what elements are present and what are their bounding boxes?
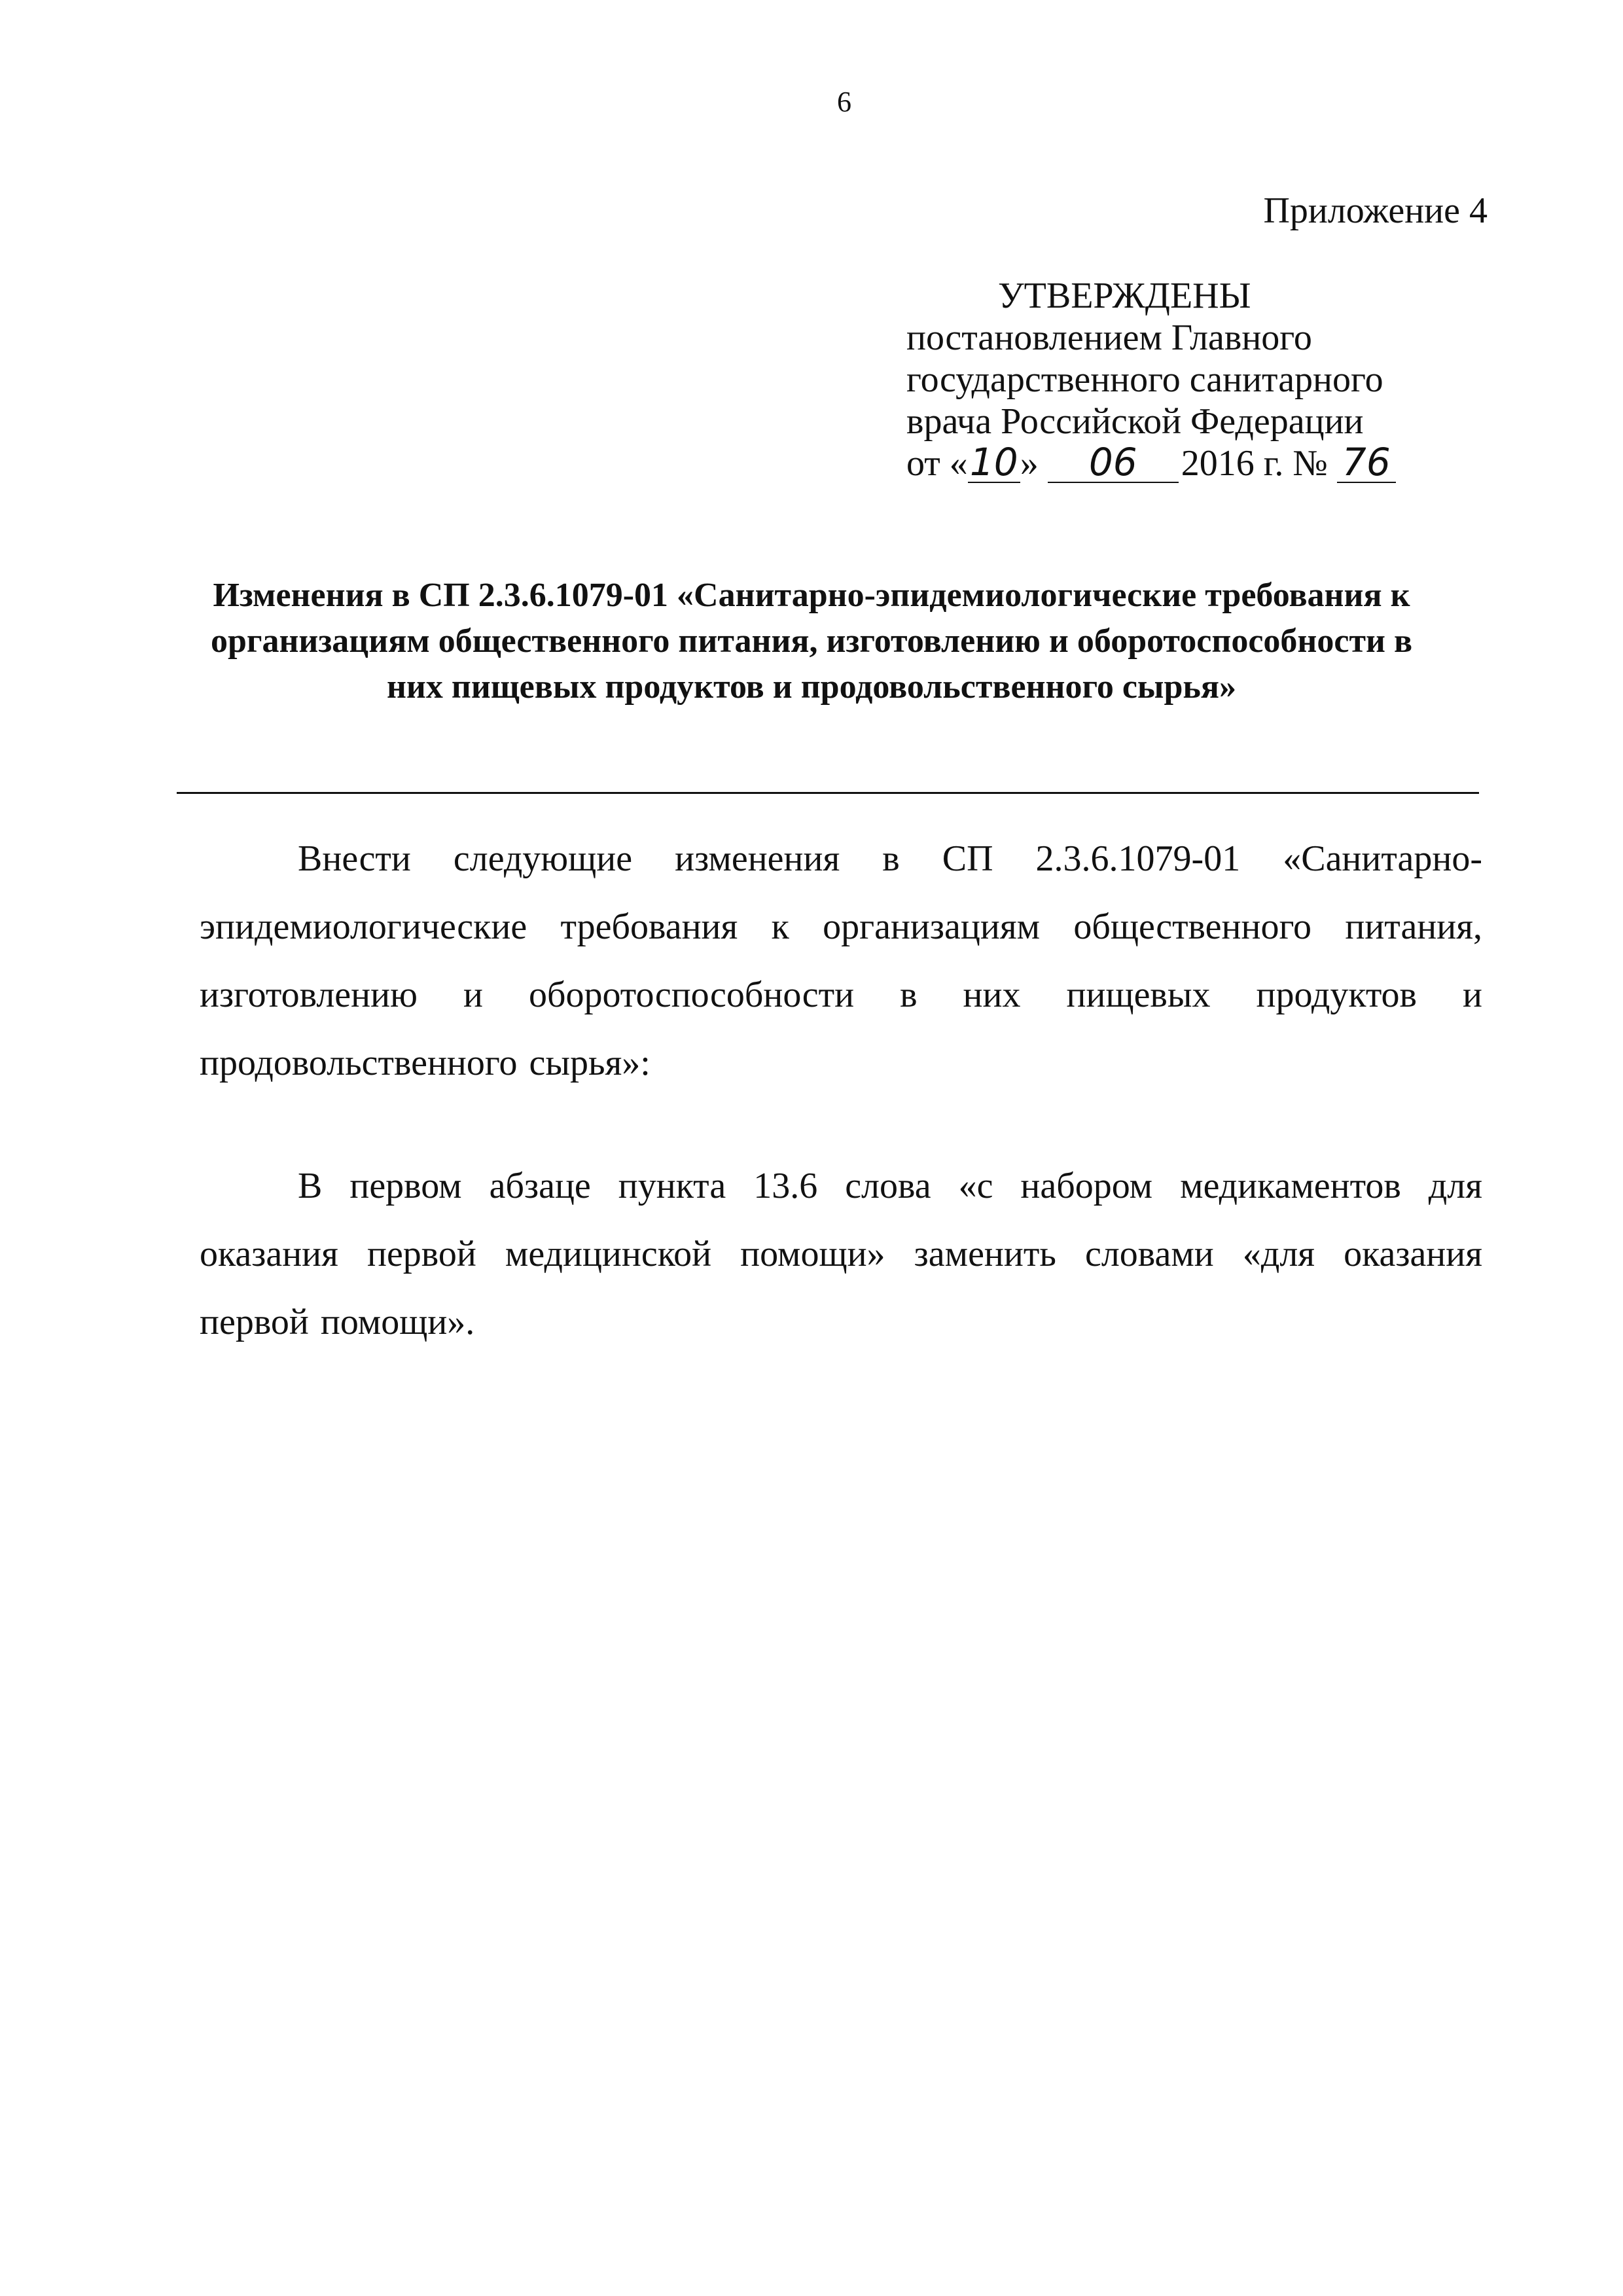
- body-paragraph-2: В первом абзаце пункта 13.6 слова «с набором медикаментов для оказания первой медицинской помощи» заменить словами «для оказания первой помощи».: [200, 1166, 1482, 1342]
- approval-heading: УТВЕРЖДЕНЫ: [998, 276, 1251, 316]
- date-prefix: от «: [906, 443, 968, 484]
- body-paragraph-1: Внести следующие изменения в СП 2.3.6.1079-01 «Санитарно-эпидемиологические требования к организациям общественного питания, изготовлению и оборотоспособности в них пищевых продуктов и продовольственного сырья»:: [200, 838, 1482, 1083]
- approval-line-2: государственного санитарного: [906, 359, 1383, 400]
- document-title: Изменения в СП 2.3.6.1079-01 «Санитарно-эпидемиологические требования к организациям общественного питания, изготовлению и оборотоспособности в них пищевых продуктов и продовольственного сырья»: [210, 577, 1413, 706]
- handwritten-day: 10: [968, 442, 1020, 483]
- appendix-label: Приложение 4: [1263, 190, 1488, 231]
- date-close-quote: »: [1020, 443, 1039, 484]
- year-and-number-label: 2016 г. №: [1181, 443, 1328, 484]
- approval-block: [906, 275, 1495, 484]
- handwritten-number: 76: [1337, 442, 1396, 483]
- approval-line-1: постановлением Главного: [906, 317, 1312, 358]
- title-divider: [177, 792, 1479, 794]
- approval-date-line: [906, 442, 1495, 484]
- handwritten-month: 06: [1048, 442, 1179, 483]
- page-number: 6: [837, 86, 851, 118]
- approval-line-3: врача Российской Федерации: [906, 401, 1364, 442]
